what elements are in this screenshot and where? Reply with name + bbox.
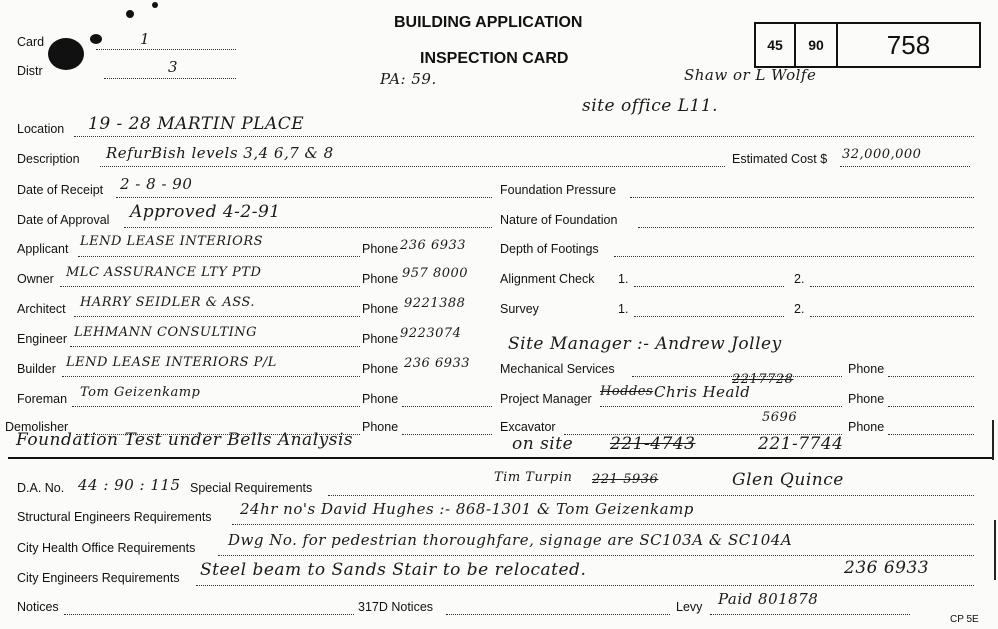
city-health-line: [218, 555, 974, 556]
structural-engineers-value: 24hr no's David Hughes :- 868-1301 & Tom Geizenkamp: [240, 500, 694, 518]
builder-phone: 236 6933: [404, 356, 471, 371]
ink-blot: [48, 38, 84, 70]
architect-label: Architect: [17, 302, 66, 316]
architect-phone-label: Phone: [362, 302, 399, 316]
location-label: Location: [17, 122, 65, 136]
levy-line: [710, 614, 910, 615]
owner-phone-label: Phone: [362, 272, 399, 286]
city-engineers-line: [196, 585, 974, 586]
ink-speck: [152, 2, 158, 8]
foundation-pressure-line: [630, 197, 974, 198]
architect-value: HARRY SEIDLER & ASS.: [80, 295, 255, 310]
notices-label: Notices: [17, 600, 59, 614]
special-requirements-value: Tim Turpin: [494, 470, 573, 485]
description-value: RefurBish levels 3,4 6,7 & 8: [106, 144, 334, 162]
excavator-phone: 221-7744: [758, 434, 844, 454]
pa-note: PA: 59.: [380, 70, 437, 88]
survey-two: 2.: [794, 302, 805, 316]
alignment-check-one: 1.: [618, 272, 629, 286]
date-of-receipt-value: 2 - 8 - 90: [120, 175, 193, 193]
description-label: Description: [17, 152, 80, 166]
applicant-phone: 236 6933: [400, 238, 467, 253]
card-title: BUILDING APPLICATION: [394, 14, 583, 31]
project-manager-phone-line: [888, 406, 974, 407]
date-of-approval-line: [124, 227, 492, 228]
alignment-check-two: 2.: [794, 272, 805, 286]
date-of-approval-label: Date of Approval: [17, 213, 110, 227]
mechanical-phone-line: [888, 376, 974, 377]
engineer-phone: 9223074: [400, 326, 462, 341]
city-health-value: Dwg No. for pedestrian thoroughfare, signage are SC103A & SC104A: [228, 531, 793, 549]
builder-value: LEND LEASE INTERIORS P/L: [66, 355, 277, 370]
project-manager-phone-label: Phone: [848, 392, 885, 406]
structural-engineers-line: [232, 524, 974, 525]
excavator-value: on site: [512, 434, 574, 454]
alignment-check-line-2: [810, 286, 974, 287]
project-manager-line: [600, 406, 842, 407]
special-requirements-extra: Glen Quince: [732, 470, 844, 490]
city-engineers-label: City Engineers Requirements: [17, 571, 180, 585]
site-office-note: site office L11.: [582, 96, 719, 116]
applicant-label: Applicant: [17, 242, 69, 256]
foreman-line: [72, 406, 360, 407]
excavator-phone-struck: 221-4743: [610, 434, 696, 454]
foundation-pressure-label: Foundation Pressure: [500, 183, 617, 197]
architect-phone: 9221388: [404, 296, 466, 311]
builder-line: [62, 376, 360, 377]
owner-value: MLC ASSURANCE LTY PTD: [66, 265, 262, 280]
alignment-check-line-1: [634, 286, 784, 287]
architect-line: [74, 316, 360, 317]
card-number-boxes: [754, 22, 981, 68]
applicant-value: LEND LEASE INTERIORS: [80, 234, 264, 249]
foreman-phone-label: Phone: [362, 392, 399, 406]
owner-label: Owner: [17, 272, 54, 286]
id-box-2: 90: [796, 24, 838, 66]
description-line: [100, 166, 725, 167]
foreman-phone-line: [402, 406, 492, 407]
card-line: [96, 49, 236, 50]
da-number-value: 44 : 90 : 115: [78, 476, 181, 494]
ink-speck: [126, 10, 134, 18]
engineer-phone-label: Phone: [362, 332, 399, 346]
edge-mark: [994, 520, 996, 580]
engineer-line: [70, 346, 360, 347]
project-manager-struck: Hoddes: [600, 384, 654, 399]
owner-line: [60, 286, 360, 287]
foreman-label: Foreman: [17, 392, 68, 406]
city-health-label: City Health Office Requirements: [17, 541, 196, 555]
city-engineers-value: Steel beam to Sands Stair to be relocated.: [200, 560, 587, 580]
builder-label: Builder: [17, 362, 56, 376]
estimated-cost-value: 32,000,000: [842, 147, 922, 162]
da-number-label: D.A. No.: [17, 481, 65, 495]
project-manager-label: Project Manager: [500, 392, 592, 406]
demolisher-label: Demolisher: [5, 420, 69, 434]
project-manager-phone-extra: 5696: [762, 410, 798, 425]
survey-line-1: [634, 316, 784, 317]
foundation-note: Foundation Test under Bells Analysis: [16, 430, 354, 450]
demolisher-phone-line: [402, 434, 492, 435]
applicant-phone-label: Phone: [362, 242, 399, 256]
card-label: Card: [17, 35, 45, 49]
applicant-line: [78, 256, 360, 257]
card-subtitle: INSPECTION CARD: [420, 50, 569, 67]
id-box-3: 758: [886, 29, 931, 60]
depth-of-footings-label: Depth of Footings: [500, 242, 599, 256]
district-line: [104, 78, 236, 79]
structural-engineers-label: Structural Engineers Requirements: [17, 510, 212, 524]
city-engineers-phone: 236 6933: [844, 558, 930, 578]
date-of-receipt-line: [116, 197, 492, 198]
section-divider: [8, 457, 993, 459]
project-manager-phone-struck: 2217728: [732, 372, 794, 387]
nature-of-foundation-label: Nature of Foundation: [500, 213, 618, 227]
demolisher-phone-label: Phone: [362, 420, 399, 434]
survey-line-2: [810, 316, 974, 317]
contact-note: Shaw or L Wolfe: [684, 66, 817, 84]
special-requirements-struck: 221-5936: [592, 472, 659, 487]
levy-value: Paid 801878: [718, 590, 819, 608]
district-value: 3: [168, 58, 179, 76]
estimated-cost-line: [840, 166, 970, 167]
builder-phone-label: Phone: [362, 362, 399, 376]
mechanical-services-label: Mechanical Services: [500, 362, 615, 376]
form-code: CP 5E: [950, 614, 979, 625]
edge-mark: [992, 420, 994, 460]
estimated-cost-label: Estimated Cost $: [732, 152, 828, 166]
date-of-receipt-label: Date of Receipt: [17, 183, 104, 197]
alignment-check-label: Alignment Check: [500, 272, 595, 286]
location-value: 19 - 28 MARTIN PLACE: [88, 114, 305, 134]
survey-label: Survey: [500, 302, 539, 316]
ink-blot-small: [90, 34, 102, 44]
notices-line: [64, 614, 354, 615]
excavator-label: Excavator: [500, 420, 556, 434]
survey-one: 1.: [618, 302, 629, 316]
excavator-phone-line: [888, 434, 974, 435]
foreman-value: Tom Geizenkamp: [80, 385, 201, 400]
special-requirements-line: [328, 495, 974, 496]
card-value: 1: [140, 30, 151, 48]
district-label: Distr: [17, 64, 43, 78]
notices-317d-label: 317D Notices: [358, 600, 434, 614]
depth-of-footings-line: [614, 256, 974, 257]
nature-of-foundation-line: [638, 227, 974, 228]
owner-phone: 957 8000: [402, 266, 469, 281]
special-requirements-label: Special Requirements: [190, 481, 313, 495]
levy-label: Levy: [676, 600, 703, 614]
mechanical-phone-label: Phone: [848, 362, 885, 376]
location-line: [74, 136, 974, 137]
date-of-approval-value: Approved 4-2-91: [130, 202, 281, 222]
engineer-value: LEHMANN CONSULTING: [74, 325, 258, 340]
project-manager-value: Chris Heald: [654, 383, 751, 401]
site-manager-note: Site Manager :- Andrew Jolley: [508, 334, 782, 354]
notices-317d-line: [446, 614, 670, 615]
engineer-label: Engineer: [17, 332, 68, 346]
excavator-phone-label: Phone: [848, 420, 885, 434]
id-box-1: 45: [756, 24, 796, 66]
